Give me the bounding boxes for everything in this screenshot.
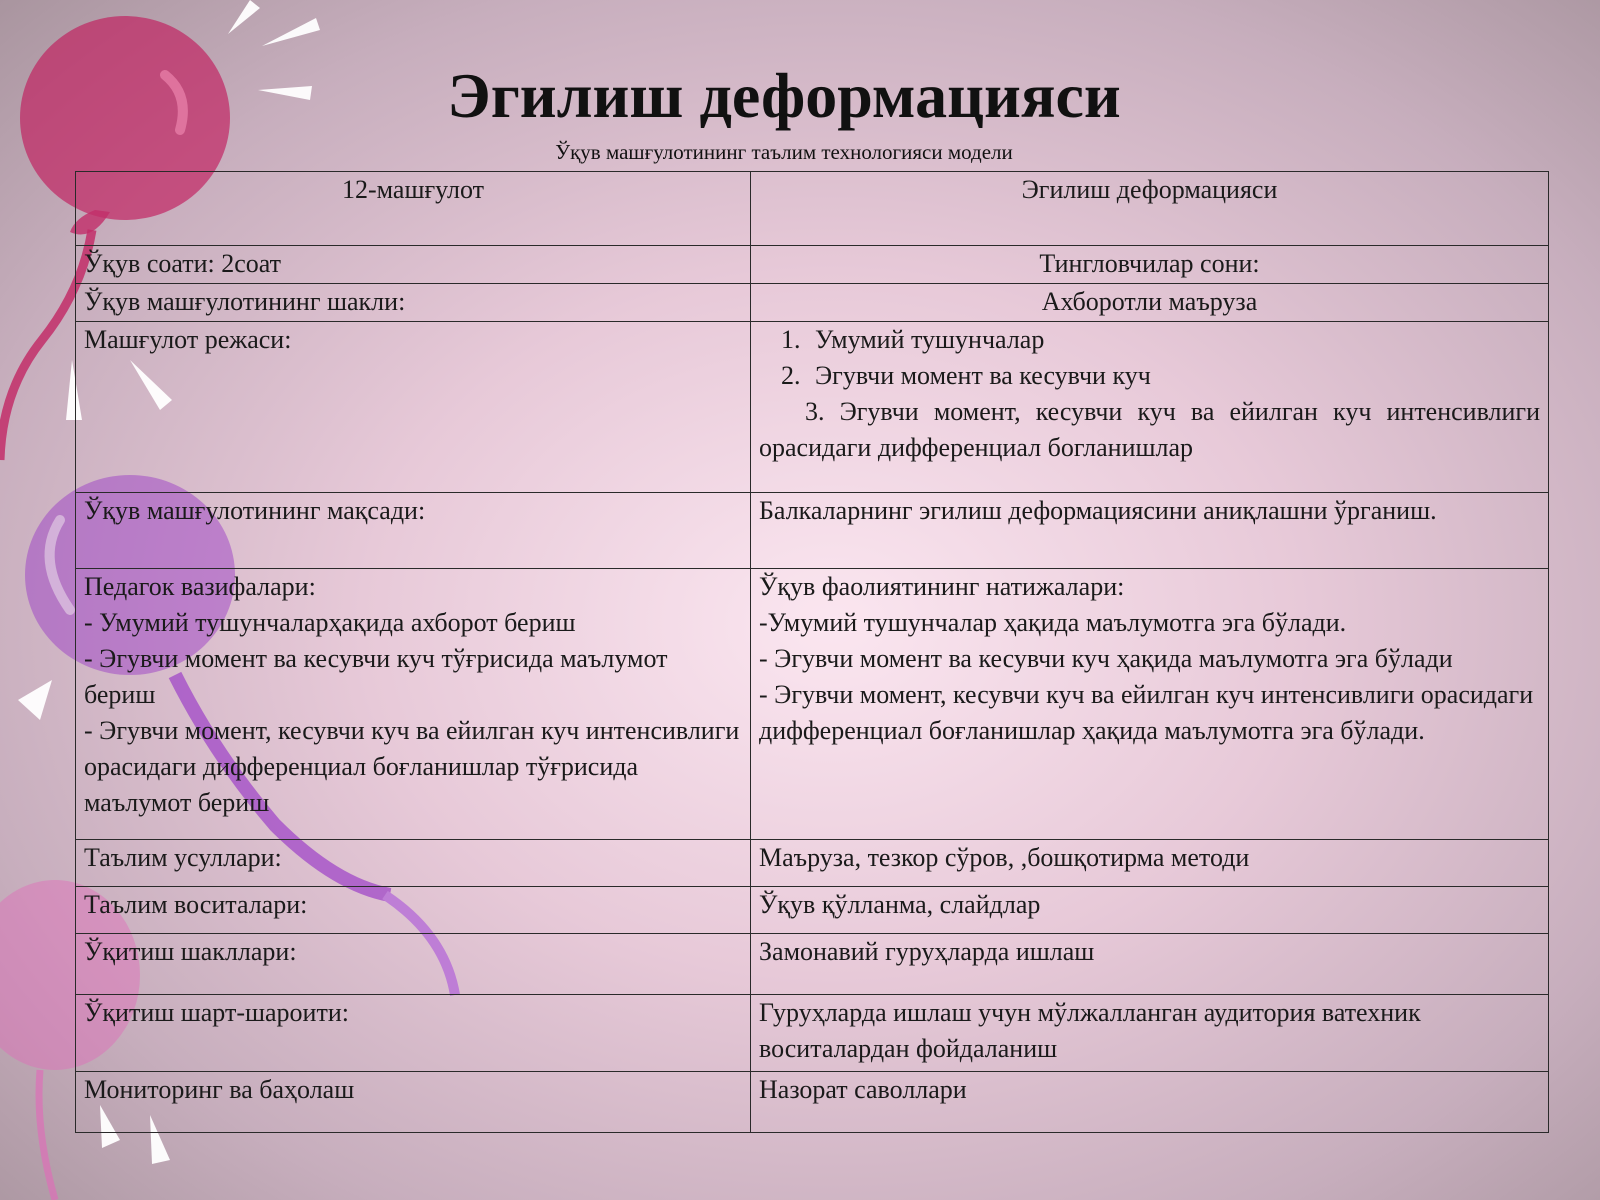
list-item: - Эгувчи момент ва кесувчи куч тўғрисида маълумот бериш bbox=[84, 644, 668, 709]
tasks-heading: Педагок вазифалари: bbox=[84, 572, 316, 601]
lesson-plan-list-cell bbox=[751, 322, 1549, 493]
table-row bbox=[76, 246, 1549, 284]
list-item: -Умумий тушунчалар ҳақида маълумотга эга бўлади. bbox=[759, 608, 1347, 637]
pedagogue-tasks-cell bbox=[76, 569, 751, 840]
table-row bbox=[76, 1072, 1549, 1133]
table-row bbox=[76, 840, 1549, 887]
table-row bbox=[76, 322, 1549, 493]
lesson-plan-table bbox=[75, 171, 1549, 1133]
list-item: - Эгувчи момент, кесувчи куч ва ейилган куч интенсивлиги орасидаги дифференциал боғланишлар ҳақида маълумотга эга бўлади. bbox=[759, 680, 1534, 745]
table-row bbox=[76, 493, 1549, 569]
header-cell-topic: Эгилиш деформацияси bbox=[751, 172, 1549, 246]
table-header-row bbox=[76, 172, 1549, 246]
table-row bbox=[76, 934, 1549, 995]
row-label: Ўқув машғулотининг шакли: bbox=[76, 284, 751, 322]
list-item: 1. Умумий тушунчалар bbox=[807, 322, 1540, 358]
table-row bbox=[76, 284, 1549, 322]
row-label: Мониторинг ва баҳолаш bbox=[76, 1072, 751, 1133]
row-label: Ўқув машғулотининг мақсади: bbox=[76, 493, 751, 569]
slide-title: Эгилиш деформацияси bbox=[447, 60, 1121, 131]
row-label: Ўқув соати: 2соат bbox=[76, 246, 751, 284]
list-item: 3. Эгувчи момент, кесувчи куч ва ейилган куч интенсивлиги орасидаги дифференциал богланишлар bbox=[759, 397, 1540, 462]
row-value: Балкаларнинг эгилиш деформациясини аниқлашни ўрганиш. bbox=[751, 493, 1549, 569]
row-value: Тингловчилар сони: bbox=[751, 246, 1549, 284]
outcomes-heading: Ўқув фаолиятининг натижалари: bbox=[759, 572, 1125, 601]
learning-outcomes-cell bbox=[751, 569, 1549, 840]
table-row bbox=[76, 995, 1549, 1072]
row-label: Таълим усуллари: bbox=[76, 840, 751, 887]
list-item: 2. Эгувчи момент ва кесувчи куч bbox=[807, 358, 1540, 394]
list-item: - Умумий тушунчаларҳақида ахборот бериш bbox=[84, 608, 576, 637]
row-label: Машғулот режаси: bbox=[76, 322, 751, 493]
header-cell-lesson-number: 12-машғулот bbox=[76, 172, 751, 246]
row-value: Замонавий гуруҳларда ишлаш bbox=[751, 934, 1549, 995]
table-row bbox=[76, 569, 1549, 840]
row-value: Ўқув қўлланма, слайдлар bbox=[751, 887, 1549, 934]
row-value: Гуруҳларда ишлаш учун мўлжалланган аудитория ватехник воситалардан фойдаланиш bbox=[751, 995, 1549, 1072]
list-item: - Эгувчи момент, кесувчи куч ва ейилган куч интенсивлиги орасидаги дифференциал боғланишлар тўғрисида маълумот бериш bbox=[84, 716, 740, 817]
row-value: Маъруза, тезкор сўров, ,бошқотирма методи bbox=[751, 840, 1549, 887]
list-item: - Эгувчи момент ва кесувчи куч ҳақида маълумотга эга бўлади bbox=[759, 644, 1453, 673]
row-label: Таълим воситалари: bbox=[76, 887, 751, 934]
row-value: Ахборотли маъруза bbox=[751, 284, 1549, 322]
row-label: Ўқитиш шакллари: bbox=[76, 934, 751, 995]
table-row bbox=[76, 887, 1549, 934]
lesson-plan-list bbox=[759, 322, 1540, 394]
row-label: Ўқитиш шарт-шароити: bbox=[76, 995, 751, 1072]
row-value: Назорат саволлари bbox=[751, 1072, 1549, 1133]
slide-subtitle: Ўқув машғулотининг таълим технологияси модели bbox=[555, 140, 1013, 164]
